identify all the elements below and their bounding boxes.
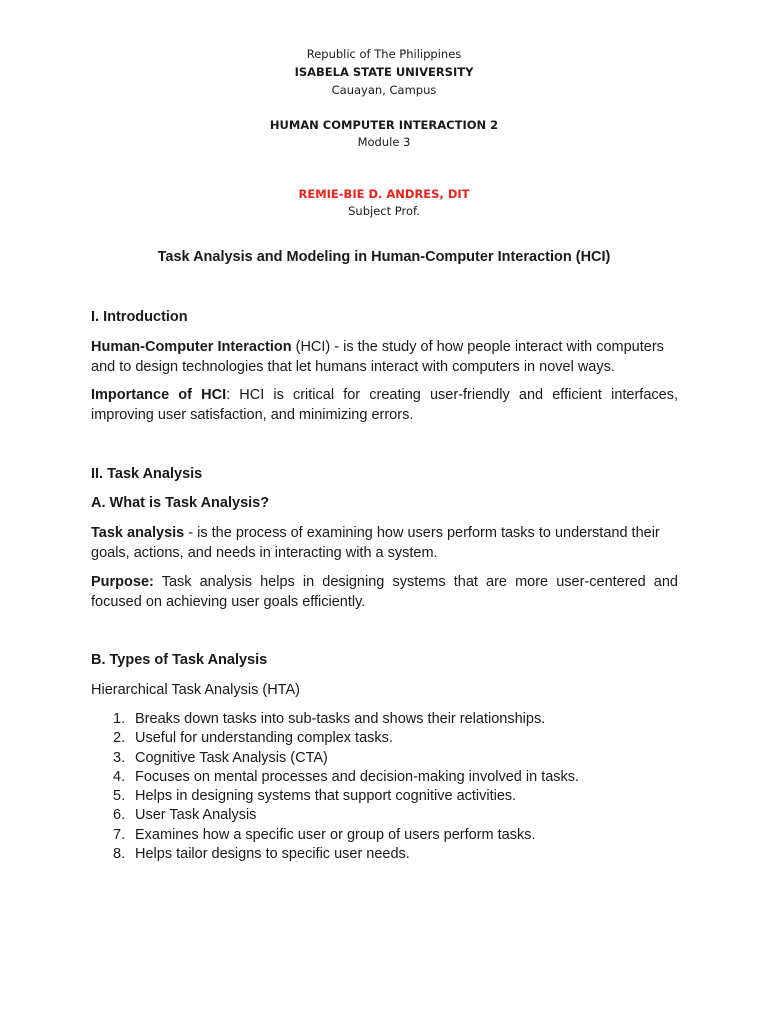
list-item: 2. Useful for understanding complex tasks. xyxy=(113,730,393,747)
list-item: 5. Helps in designing systems that support cognitive activities. xyxy=(113,788,517,805)
task-analysis-definition-paragraph xyxy=(91,524,678,563)
list-item: 6. User Task Analysis xyxy=(113,807,257,824)
hci-term: Human-Computer Interaction xyxy=(91,339,292,355)
list-item: 1. Breaks down tasks into sub-tasks and shows their relationships. xyxy=(113,711,546,727)
purpose-definition: Task analysis helps in designing systems that are more user-centered and focused on achieving user goals efficiently. xyxy=(91,574,678,610)
hta-label: Hierarchical Task Analysis (HTA) xyxy=(91,682,300,698)
purpose-paragraph xyxy=(91,573,678,612)
course-title: HUMAN COMPUTER INTERACTION 2 xyxy=(269,118,499,132)
subheading-types-of-task-analysis: B. Types of Task Analysis xyxy=(91,652,268,668)
importance-term: Importance of HCI xyxy=(91,387,227,403)
list-item: 4. Focuses on mental processes and decision-making involved in tasks. xyxy=(113,768,580,785)
section-heading-introduction: I. Introduction xyxy=(91,309,188,325)
professor-role: Subject Prof. xyxy=(348,204,420,218)
hci-definition-paragraph xyxy=(91,338,678,377)
task-analysis-term: Task analysis xyxy=(91,525,185,541)
subheading-what-is-task-analysis: A. What is Task Analysis? xyxy=(91,495,270,511)
task-analysis-definition: - is the process of examining how users perform tasks to understand their goals, actions, and needs in interacting with a system. xyxy=(91,525,660,561)
university-name: ISABELA STATE UNIVERSITY xyxy=(294,65,474,79)
purpose-term: Purpose: xyxy=(91,574,154,590)
page-title: Task Analysis and Modeling in Human-Computer Interaction (HCI) xyxy=(157,249,611,265)
list-item: 7. Examines how a specific user or group of users perform tasks. xyxy=(113,826,536,843)
list-item: 8. Helps tailor designs to specific user needs. xyxy=(113,846,410,863)
campus-name: Cauayan, Campus xyxy=(331,83,437,97)
hci-definition: (HCI) - is the study of how people interact with computers and to design technologies that let humans interact with computers in novel ways. xyxy=(91,339,664,375)
task-analysis-list xyxy=(91,710,691,864)
importance-definition: : HCI is critical for creating user-friendly and efficient interfaces, improving user satisfaction, and minimizing errors. xyxy=(91,387,678,423)
country-line: Republic of The Philippines xyxy=(306,47,462,61)
module-label: Module 3 xyxy=(357,135,411,149)
professor-name: REMIE-BIE D. ANDRES, DIT xyxy=(298,187,470,201)
list-item: 3. Cognitive Task Analysis (CTA) xyxy=(113,749,328,766)
section-heading-task-analysis: II. Task Analysis xyxy=(91,466,203,482)
hci-importance-paragraph xyxy=(91,386,678,425)
